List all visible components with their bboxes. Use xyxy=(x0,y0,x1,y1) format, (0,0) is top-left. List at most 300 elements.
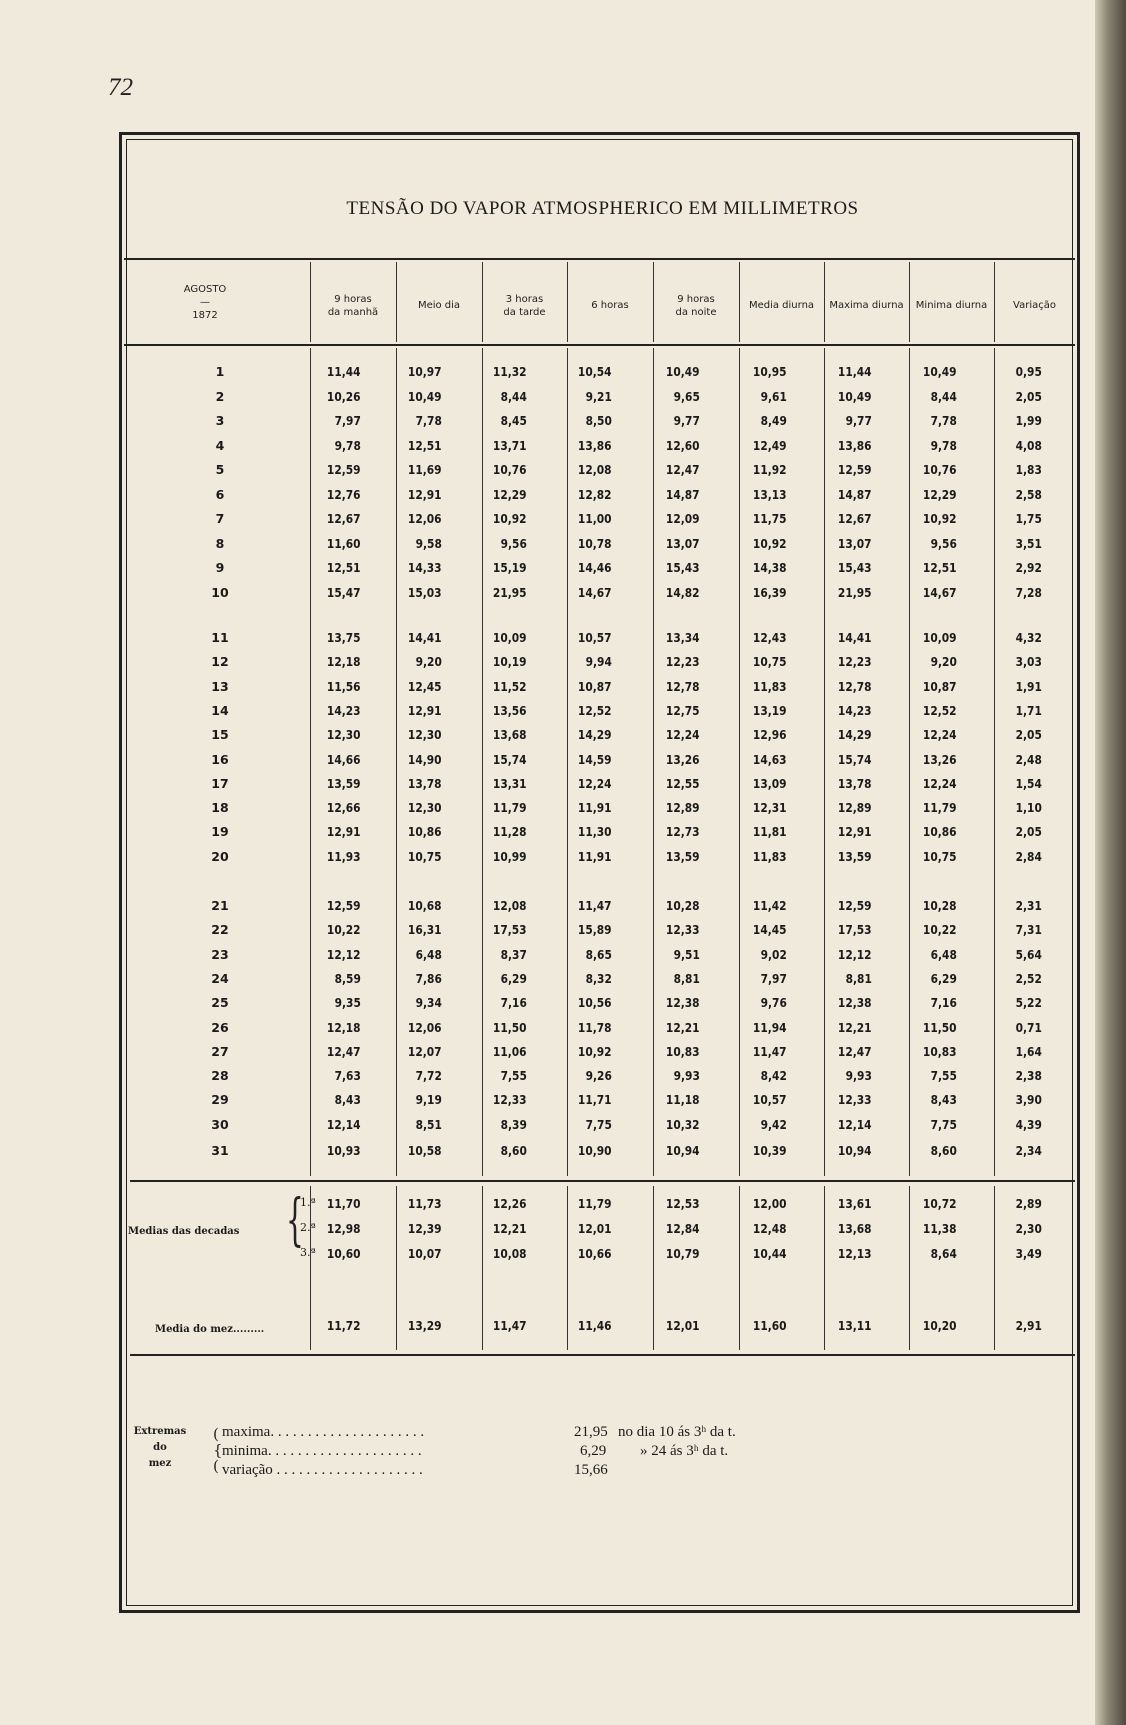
header-top-rule xyxy=(124,258,1075,260)
table-cell: 14,82 xyxy=(666,584,700,600)
table-cell: 10,83 xyxy=(666,1043,700,1059)
summary-bottom-rule xyxy=(130,1354,1075,1356)
table-cell: 12,52 xyxy=(578,702,612,718)
table-cell: 14,87 xyxy=(838,486,872,502)
table-cell: 11,79 xyxy=(493,800,527,816)
column-divider xyxy=(482,1186,483,1350)
table-cell: 14,29 xyxy=(838,727,872,743)
table-cell: 11,30 xyxy=(578,824,612,840)
table-cell: 13,86 xyxy=(578,437,612,453)
table-cell: 12,47 xyxy=(838,1043,872,1059)
table-cell: 7,72 xyxy=(415,1068,442,1084)
table-frame xyxy=(119,132,1080,1613)
table-cell: 12,53 xyxy=(666,1196,700,1211)
column-header-title: 3 horas xyxy=(505,294,544,305)
table-cell: 14,45 xyxy=(753,922,787,938)
table-cell: 10,99 xyxy=(493,848,527,864)
table-cell: 8,42 xyxy=(760,1068,787,1084)
table-cell: 11,60 xyxy=(327,535,361,551)
table-cell: 8,64 xyxy=(930,1246,957,1261)
column-header-title: Meio dia xyxy=(417,300,461,311)
day-number: 1 xyxy=(215,364,225,379)
day-number: 19 xyxy=(211,824,229,840)
table-cell: 1,91 xyxy=(1015,678,1042,694)
table-cell: 10,83 xyxy=(923,1043,957,1059)
table-cell: 13,26 xyxy=(666,751,700,767)
table-cell: 8,51 xyxy=(415,1116,442,1132)
table-cell: 12,29 xyxy=(923,486,957,502)
table-cell: 8,81 xyxy=(845,970,872,986)
table-cell: 14,23 xyxy=(327,702,361,718)
table-cell: 12,52 xyxy=(923,702,957,718)
table-cell: 11,50 xyxy=(923,1019,957,1035)
table-cell: 13,07 xyxy=(666,535,700,551)
table-cell: 13,19 xyxy=(753,702,787,718)
table-cell: 8,44 xyxy=(500,388,527,404)
table-cell: 12,00 xyxy=(753,1196,787,1211)
decade-ordinal: 1.ª xyxy=(300,1196,316,1209)
table-cell: 10,87 xyxy=(578,678,612,694)
header-month: AGOSTO xyxy=(183,284,227,295)
table-cell: 11,44 xyxy=(838,364,872,379)
table-cell: 8,60 xyxy=(500,1143,527,1158)
table-cell: 11,70 xyxy=(327,1196,361,1211)
column-header xyxy=(824,299,909,312)
table-cell: 3,03 xyxy=(1015,654,1042,670)
table-cell: 13,68 xyxy=(838,1221,872,1236)
table-cell: 16,39 xyxy=(753,584,787,600)
table-cell: 9,58 xyxy=(415,535,442,551)
extreme-max-note: no dia 10 ás 3ʰ da t. xyxy=(618,1424,736,1440)
table-cell: 8,32 xyxy=(585,970,612,986)
table-cell: 7,78 xyxy=(930,413,957,428)
table-cell: 10,68 xyxy=(408,898,442,913)
table-cell: 15,19 xyxy=(493,560,527,575)
table-cell: 10,75 xyxy=(408,848,442,864)
table-cell: 13,68 xyxy=(493,727,527,743)
column-header-sub: da tarde xyxy=(503,307,546,318)
table-cell: 14,33 xyxy=(408,560,442,575)
table-cell: 2,30 xyxy=(1015,1221,1042,1236)
table-cell: 9,77 xyxy=(673,413,700,428)
table-cell: 2,89 xyxy=(1015,1196,1042,1211)
table-cell: 3,90 xyxy=(1015,1092,1042,1108)
table-cell: 13,07 xyxy=(838,535,872,551)
table-cell: 14,23 xyxy=(838,702,872,718)
table-cell: 9,78 xyxy=(930,437,957,453)
table-cell: 12,60 xyxy=(666,437,700,453)
table-cell: 9,77 xyxy=(845,413,872,428)
table-cell: 4,39 xyxy=(1015,1116,1042,1132)
table-cell: 11,52 xyxy=(493,678,527,694)
table-cell: 12,67 xyxy=(327,511,361,526)
table-cell: 10,56 xyxy=(578,995,612,1011)
table-cell: 6,48 xyxy=(930,946,957,962)
table-cell: 7,75 xyxy=(930,1116,957,1132)
table-cell: 12,23 xyxy=(666,654,700,670)
table-cell: 9,61 xyxy=(760,388,787,404)
table-cell: 2,48 xyxy=(1015,751,1042,767)
table-cell: 10,86 xyxy=(923,824,957,840)
column-divider xyxy=(653,348,654,1176)
table-cell: 0,95 xyxy=(1015,364,1042,379)
table-cell: 14,59 xyxy=(578,751,612,767)
table-cell: 10,75 xyxy=(923,848,957,864)
table-cell: 13,11 xyxy=(838,1318,872,1333)
table-cell: 14,67 xyxy=(578,584,612,600)
table-cell: 16,31 xyxy=(408,922,442,938)
column-divider xyxy=(567,1186,568,1350)
table-cell: 10,75 xyxy=(753,654,787,670)
day-number: 24 xyxy=(211,970,229,986)
day-number: 28 xyxy=(211,1068,229,1084)
table-cell: 15,89 xyxy=(578,922,612,938)
table-cell: 12,09 xyxy=(666,511,700,526)
table-cell: 2,92 xyxy=(1015,560,1042,575)
table-cell: 11,75 xyxy=(753,511,787,526)
table-cell: 9,35 xyxy=(334,995,361,1011)
column-header xyxy=(396,299,482,312)
extreme-var-value: 15,66 xyxy=(574,1462,608,1478)
table-cell: 12,01 xyxy=(666,1318,700,1333)
table-cell: 10,76 xyxy=(923,462,957,477)
table-cell: 12,33 xyxy=(838,1092,872,1108)
column-divider xyxy=(824,348,825,1176)
table-cell: 9,65 xyxy=(673,388,700,404)
table-cell: 13,09 xyxy=(753,775,787,791)
table-cell: 1,64 xyxy=(1015,1043,1042,1059)
table-cell: 12,33 xyxy=(493,1092,527,1108)
table-cell: 12,51 xyxy=(408,437,442,453)
table-cell: 1,75 xyxy=(1015,511,1042,526)
table-cell: 12,24 xyxy=(578,775,612,791)
table-cell: 13,78 xyxy=(838,775,872,791)
table-cell: 11,60 xyxy=(753,1318,787,1333)
table-cell: 10,54 xyxy=(578,364,612,379)
table-cell: 12,91 xyxy=(408,486,442,502)
column-header-title: Minima diurna xyxy=(915,300,988,311)
table-cell: 12,18 xyxy=(327,654,361,670)
table-cell: 12,29 xyxy=(493,486,527,502)
day-number: 29 xyxy=(211,1092,229,1108)
day-number: 6 xyxy=(215,486,225,502)
table-cell: 1,83 xyxy=(1015,462,1042,477)
table-cell: 6,29 xyxy=(930,970,957,986)
page-number: 72 xyxy=(108,74,133,101)
table-cell: 12,39 xyxy=(408,1221,442,1236)
table-cell: 12,91 xyxy=(408,702,442,718)
table-cell: 12,51 xyxy=(923,560,957,575)
table-cell: 11,47 xyxy=(493,1318,527,1333)
table-cell: 13,78 xyxy=(408,775,442,791)
table-cell: 12,89 xyxy=(666,800,700,816)
extreme-var-name: variação . . . . . . . . . . . . . . . . . . . . xyxy=(222,1462,423,1478)
table-cell: 12,12 xyxy=(838,946,872,962)
table-cell: 12,30 xyxy=(408,800,442,816)
table-inner-frame xyxy=(126,139,1073,1606)
table-cell: 9,56 xyxy=(500,535,527,551)
table-cell: 6,48 xyxy=(415,946,442,962)
table-cell: 2,34 xyxy=(1015,1143,1042,1158)
table-cell: 7,75 xyxy=(585,1116,612,1132)
table-cell: 9,34 xyxy=(415,995,442,1011)
table-cell: 10,76 xyxy=(493,462,527,477)
column-header xyxy=(482,293,567,319)
table-cell: 8,65 xyxy=(585,946,612,962)
table-cell: 11,73 xyxy=(408,1196,442,1211)
table-cell: 5,64 xyxy=(1015,946,1042,962)
table-cell: 11,00 xyxy=(578,511,612,526)
table-cell: 12,38 xyxy=(838,995,872,1011)
table-cell: 2,58 xyxy=(1015,486,1042,502)
table-cell: 12,33 xyxy=(666,922,700,938)
table-cell: 8,49 xyxy=(760,413,787,428)
table-cell: 10,44 xyxy=(753,1246,787,1261)
page-edge-shadow xyxy=(1095,0,1126,1725)
table-cell: 15,43 xyxy=(666,560,700,575)
table-cell: 12,47 xyxy=(327,1043,361,1059)
table-cell: 4,32 xyxy=(1015,630,1042,645)
column-divider xyxy=(396,1186,397,1350)
day-number: 21 xyxy=(211,898,229,913)
table-cell: 9,42 xyxy=(760,1116,787,1132)
table-cell: 10,49 xyxy=(666,364,700,379)
table-cell: 12,23 xyxy=(838,654,872,670)
table-cell: 10,28 xyxy=(923,898,957,913)
column-header-title: 9 horas xyxy=(334,294,372,305)
table-cell: 9,21 xyxy=(585,388,612,404)
table-cell: 8,81 xyxy=(673,970,700,986)
table-cell: 12,14 xyxy=(327,1116,361,1132)
column-divider xyxy=(824,1186,825,1350)
table-cell: 2,84 xyxy=(1015,848,1042,864)
column-header-title: 6 horas xyxy=(591,300,629,311)
table-cell: 2,31 xyxy=(1015,898,1042,913)
table-cell: 12,43 xyxy=(753,630,787,645)
table-cell: 11,71 xyxy=(578,1092,612,1108)
extremes-label xyxy=(130,1424,190,1472)
decades-label: Medias das decadas xyxy=(128,1226,240,1237)
table-cell: 1,71 xyxy=(1015,702,1042,718)
day-number: 20 xyxy=(211,848,229,864)
table-cell: 11,83 xyxy=(753,848,787,864)
table-cell: 11,94 xyxy=(753,1019,787,1035)
table-cell: 9,78 xyxy=(334,437,361,453)
table-cell: 10,26 xyxy=(327,388,361,404)
table-cell: 2,52 xyxy=(1015,970,1042,986)
table-cell: 10,22 xyxy=(923,922,957,938)
table-cell: 9,56 xyxy=(930,535,957,551)
table-cell: 10,95 xyxy=(753,364,787,379)
table-cell: 2,91 xyxy=(1015,1318,1042,1333)
table-cell: 15,74 xyxy=(493,751,527,767)
table-cell: 12,26 xyxy=(493,1196,527,1211)
day-number: 16 xyxy=(211,751,229,767)
table-cell: 12,75 xyxy=(666,702,700,718)
table-cell: 8,37 xyxy=(500,946,527,962)
table-cell: 1,54 xyxy=(1015,775,1042,791)
table-cell: 9,20 xyxy=(415,654,442,670)
table-cell: 10,28 xyxy=(666,898,700,913)
day-number: 7 xyxy=(215,511,225,526)
extremes-label-line: mez xyxy=(148,1458,172,1469)
table-cell: 13,86 xyxy=(838,437,872,453)
column-header-sub: da noite xyxy=(675,307,717,318)
day-number: 27 xyxy=(211,1043,229,1059)
table-cell: 10,09 xyxy=(493,630,527,645)
table-cell: 12,66 xyxy=(327,800,361,816)
table-cell: 13,61 xyxy=(838,1196,872,1211)
column-header-sub: da manhã xyxy=(327,307,379,318)
table-cell: 13,29 xyxy=(408,1318,442,1333)
table-cell: 13,31 xyxy=(493,775,527,791)
table-cell: 14,41 xyxy=(838,630,872,645)
column-header xyxy=(567,299,653,312)
table-cell: 3,51 xyxy=(1015,535,1042,551)
day-number: 2 xyxy=(215,388,225,404)
table-cell: 12,38 xyxy=(666,995,700,1011)
column-header xyxy=(909,299,994,312)
column-divider xyxy=(396,348,397,1176)
table-cell: 12,98 xyxy=(327,1221,361,1236)
table-cell: 12,47 xyxy=(666,462,700,477)
day-number: 11 xyxy=(211,630,229,645)
table-cell: 21,95 xyxy=(493,584,527,600)
table-cell: 10,60 xyxy=(327,1246,361,1261)
table-cell: 21,95 xyxy=(838,584,872,600)
table-cell: 13,56 xyxy=(493,702,527,718)
table-cell: 11,46 xyxy=(578,1318,612,1333)
day-number: 31 xyxy=(211,1143,229,1158)
table-cell: 11,92 xyxy=(753,462,787,477)
table-cell: 2,05 xyxy=(1015,824,1042,840)
column-divider xyxy=(310,1186,311,1350)
table-cell: 7,28 xyxy=(1015,584,1042,600)
table-cell: 11,28 xyxy=(493,824,527,840)
table-cell: 10,58 xyxy=(408,1143,442,1158)
day-number: 23 xyxy=(211,946,229,962)
column-header-title: 9 horas xyxy=(677,294,715,305)
table-cell: 8,39 xyxy=(500,1116,527,1132)
table-cell: 10,49 xyxy=(838,388,872,404)
table-cell: 10,72 xyxy=(923,1196,957,1211)
table-cell: 12,89 xyxy=(838,800,872,816)
table-cell: 12,59 xyxy=(327,898,361,913)
table-cell: 13,26 xyxy=(923,751,957,767)
header-dash: — xyxy=(200,297,210,308)
table-cell: 15,43 xyxy=(838,560,872,575)
column-divider xyxy=(994,348,995,1176)
table-cell: 8,45 xyxy=(500,413,527,428)
table-cell: 12,96 xyxy=(753,727,787,743)
table-cell: 12,21 xyxy=(493,1221,527,1236)
table-cell: 9,20 xyxy=(930,654,957,670)
table-cell: 10,57 xyxy=(578,630,612,645)
month-mean-label: Media do mez......... xyxy=(155,1324,265,1335)
table-cell: 12,14 xyxy=(838,1116,872,1132)
extreme-max-name: maxima. . . . . . . . . . . . . . . . . . . . . xyxy=(222,1424,425,1440)
table-cell: 17,53 xyxy=(493,922,527,938)
table-cell: 2,05 xyxy=(1015,727,1042,743)
decade-ordinal: 3.ª xyxy=(300,1246,316,1259)
table-cell: 13,59 xyxy=(327,775,361,791)
table-cell: 11,38 xyxy=(923,1221,957,1236)
day-number: 5 xyxy=(215,462,225,477)
table-cell: 12,91 xyxy=(838,824,872,840)
table-cell: 10,07 xyxy=(408,1246,442,1261)
table-cell: 14,29 xyxy=(578,727,612,743)
day-number: 22 xyxy=(211,922,229,938)
table-cell: 10,39 xyxy=(753,1143,787,1158)
day-number: 14 xyxy=(211,702,229,718)
table-cell: 11,83 xyxy=(753,678,787,694)
table-cell: 10,19 xyxy=(493,654,527,670)
column-divider xyxy=(310,348,311,1176)
table-cell: 12,24 xyxy=(666,727,700,743)
day-number: 17 xyxy=(211,775,229,791)
column-divider xyxy=(739,1186,740,1350)
column-header xyxy=(994,299,1075,312)
column-header-title: Media diurna xyxy=(748,300,815,311)
table-cell: 12,12 xyxy=(327,946,361,962)
table-cell: 12,78 xyxy=(838,678,872,694)
column-header xyxy=(310,293,396,319)
column-divider xyxy=(739,348,740,1176)
table-cell: 14,67 xyxy=(923,584,957,600)
table-cell: 14,66 xyxy=(327,751,361,767)
header-year: 1872 xyxy=(192,310,218,321)
table-cell: 11,78 xyxy=(578,1019,612,1035)
table-cell: 14,87 xyxy=(666,486,700,502)
table-cell: 7,16 xyxy=(500,995,527,1011)
table-cell: 12,59 xyxy=(838,898,872,913)
table-cell: 10,92 xyxy=(493,511,527,526)
table-cell: 9,93 xyxy=(845,1068,872,1084)
table-cell: 13,59 xyxy=(666,848,700,864)
table-cell: 9,02 xyxy=(760,946,787,962)
table-cell: 12,84 xyxy=(666,1221,700,1236)
table-cell: 12,18 xyxy=(327,1019,361,1035)
table-cell: 11,06 xyxy=(493,1043,527,1059)
table-cell: 12,67 xyxy=(838,511,872,526)
table-cell: 11,47 xyxy=(578,898,612,913)
table-cell: 4,08 xyxy=(1015,437,1042,453)
day-number: 18 xyxy=(211,800,229,816)
table-cell: 12,48 xyxy=(753,1221,787,1236)
table-cell: 11,50 xyxy=(493,1019,527,1035)
table-cell: 8,59 xyxy=(334,970,361,986)
day-number: 26 xyxy=(211,1019,229,1035)
table-cell: 12,24 xyxy=(923,727,957,743)
table-cell: 11,18 xyxy=(666,1092,700,1108)
table-cell: 7,55 xyxy=(930,1068,957,1084)
table-cell: 7,55 xyxy=(500,1068,527,1084)
table-cell: 15,03 xyxy=(408,584,442,600)
table-cell: 8,43 xyxy=(930,1092,957,1108)
table-cell: 12,06 xyxy=(408,1019,442,1035)
table-cell: 11,42 xyxy=(753,898,787,913)
column-divider xyxy=(567,348,568,1176)
table-cell: 12,45 xyxy=(408,678,442,694)
table-cell: 10,57 xyxy=(753,1092,787,1108)
table-cell: 10,94 xyxy=(838,1143,872,1158)
table-cell: 12,13 xyxy=(838,1246,872,1261)
table-cell: 12,01 xyxy=(578,1221,612,1236)
table-cell: 13,34 xyxy=(666,630,700,645)
table-title: TENSÃO DO VAPOR ATMOSPHERICO EM MILLIMETROS xyxy=(346,198,859,219)
table-cell: 7,97 xyxy=(334,413,361,428)
column-header xyxy=(739,299,824,312)
